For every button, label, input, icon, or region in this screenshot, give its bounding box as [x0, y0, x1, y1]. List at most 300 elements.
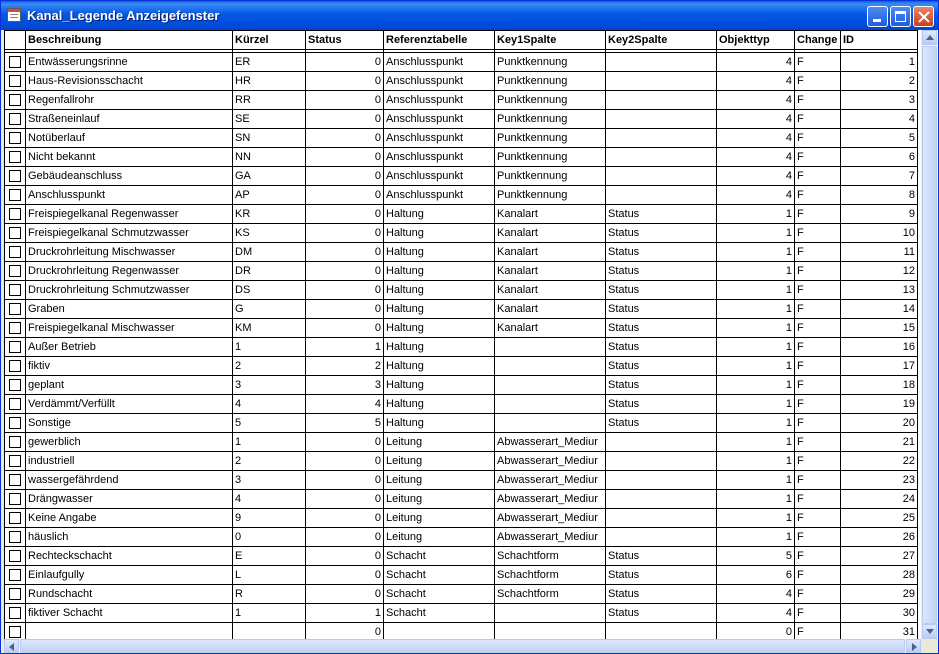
- table-cell[interactable]: 0: [306, 471, 384, 490]
- table-cell[interactable]: F: [795, 471, 841, 490]
- table-cell[interactable]: Haltung: [384, 224, 495, 243]
- table-cell[interactable]: Status: [606, 414, 717, 433]
- table-cell[interactable]: 31: [841, 623, 918, 640]
- table-cell[interactable]: [606, 490, 717, 509]
- table-cell[interactable]: 0: [306, 281, 384, 300]
- table-cell[interactable]: 1: [717, 433, 795, 452]
- table-cell[interactable]: SE: [233, 110, 306, 129]
- table-cell[interactable]: Status: [606, 395, 717, 414]
- table-cell[interactable]: 0: [306, 148, 384, 167]
- row-select-checkbox[interactable]: [9, 493, 21, 505]
- table-row[interactable]: [5, 433, 918, 452]
- row-select-checkbox[interactable]: [9, 170, 21, 182]
- table-cell[interactable]: 1: [717, 224, 795, 243]
- table-cell[interactable]: Kanalart: [495, 205, 606, 224]
- row-select-checkbox[interactable]: [9, 265, 21, 277]
- row-selector-cell[interactable]: [5, 129, 26, 148]
- table-cell[interactable]: Rundschacht: [26, 585, 233, 604]
- table-cell[interactable]: Freispiegelkanal Mischwasser: [26, 319, 233, 338]
- table-cell[interactable]: Leitung: [384, 490, 495, 509]
- row-select-checkbox[interactable]: [9, 455, 21, 467]
- table-cell[interactable]: F: [795, 623, 841, 640]
- table-cell[interactable]: 1: [233, 604, 306, 623]
- table-cell[interactable]: Graben: [26, 300, 233, 319]
- row-selector-cell[interactable]: [5, 509, 26, 528]
- table-cell[interactable]: [233, 623, 306, 640]
- table-cell[interactable]: [26, 623, 233, 640]
- table-cell[interactable]: 19: [841, 395, 918, 414]
- table-cell[interactable]: Keine Angabe: [26, 509, 233, 528]
- table-cell[interactable]: R: [233, 585, 306, 604]
- table-cell[interactable]: [606, 509, 717, 528]
- table-cell[interactable]: 3: [233, 471, 306, 490]
- table-cell[interactable]: Haltung: [384, 414, 495, 433]
- table-cell[interactable]: [606, 129, 717, 148]
- table-cell[interactable]: 9: [233, 509, 306, 528]
- table-row[interactable]: [5, 224, 918, 243]
- table-cell[interactable]: Kanalart: [495, 281, 606, 300]
- table-cell[interactable]: 1: [717, 395, 795, 414]
- row-select-checkbox[interactable]: [9, 322, 21, 334]
- table-cell[interactable]: [606, 433, 717, 452]
- table-cell[interactable]: 0: [306, 243, 384, 262]
- table-cell[interactable]: Kanalart: [495, 262, 606, 281]
- table-cell[interactable]: ER: [233, 53, 306, 72]
- table-cell[interactable]: 22: [841, 452, 918, 471]
- table-cell[interactable]: 0: [306, 224, 384, 243]
- table-cell[interactable]: 0: [306, 490, 384, 509]
- row-select-checkbox[interactable]: [9, 246, 21, 258]
- table-cell[interactable]: 1: [717, 243, 795, 262]
- table-cell[interactable]: 5: [841, 129, 918, 148]
- table-cell[interactable]: 5: [233, 414, 306, 433]
- row-selector-cell[interactable]: [5, 91, 26, 110]
- table-row[interactable]: [5, 262, 918, 281]
- table-cell[interactable]: Schachtform: [495, 585, 606, 604]
- row-select-checkbox[interactable]: [9, 474, 21, 486]
- table-cell[interactable]: 8: [841, 186, 918, 205]
- table-cell[interactable]: Verdämmt/Verfüllt: [26, 395, 233, 414]
- table-cell[interactable]: F: [795, 452, 841, 471]
- table-cell[interactable]: Außer Betrieb: [26, 338, 233, 357]
- table-cell[interactable]: häuslich: [26, 528, 233, 547]
- table-cell[interactable]: Leitung: [384, 471, 495, 490]
- table-cell[interactable]: fiktiv: [26, 357, 233, 376]
- table-cell[interactable]: [606, 53, 717, 72]
- table-cell[interactable]: F: [795, 281, 841, 300]
- table-cell[interactable]: 0: [306, 186, 384, 205]
- row-select-checkbox[interactable]: [9, 132, 21, 144]
- table-cell[interactable]: [495, 623, 606, 640]
- horizontal-scroll-thumb[interactable]: [20, 639, 905, 653]
- table-row[interactable]: [5, 300, 918, 319]
- table-cell[interactable]: 3: [306, 376, 384, 395]
- title-bar[interactable]: [1, 1, 938, 30]
- table-cell[interactable]: Druckrohrleitung Mischwasser: [26, 243, 233, 262]
- table-cell[interactable]: 0: [717, 623, 795, 640]
- table-cell[interactable]: [606, 186, 717, 205]
- row-select-checkbox[interactable]: [9, 113, 21, 125]
- table-cell[interactable]: [606, 167, 717, 186]
- table-cell[interactable]: DM: [233, 243, 306, 262]
- table-cell[interactable]: 17: [841, 357, 918, 376]
- table-cell[interactable]: DR: [233, 262, 306, 281]
- table-cell[interactable]: Schacht: [384, 547, 495, 566]
- table-cell[interactable]: F: [795, 490, 841, 509]
- table-row[interactable]: [5, 604, 918, 623]
- table-cell[interactable]: industriell: [26, 452, 233, 471]
- row-selector-cell[interactable]: [5, 148, 26, 167]
- table-cell[interactable]: 0: [306, 585, 384, 604]
- row-select-checkbox[interactable]: [9, 626, 21, 638]
- column-header[interactable]: Beschreibung: [26, 31, 233, 50]
- table-cell[interactable]: 0: [306, 433, 384, 452]
- table-cell[interactable]: Freispiegelkanal Regenwasser: [26, 205, 233, 224]
- table-cell[interactable]: Haltung: [384, 395, 495, 414]
- table-cell[interactable]: 28: [841, 566, 918, 585]
- row-select-checkbox[interactable]: [9, 56, 21, 68]
- table-cell[interactable]: DS: [233, 281, 306, 300]
- table-cell[interactable]: Abwasserart_Mediur: [495, 490, 606, 509]
- table-cell[interactable]: 27: [841, 547, 918, 566]
- column-header[interactable]: Key2Spalte: [606, 31, 717, 50]
- table-cell[interactable]: 14: [841, 300, 918, 319]
- row-selector-cell[interactable]: [5, 433, 26, 452]
- table-cell[interactable]: F: [795, 262, 841, 281]
- table-cell[interactable]: F: [795, 91, 841, 110]
- table-cell[interactable]: Haltung: [384, 243, 495, 262]
- table-cell[interactable]: Schacht: [384, 604, 495, 623]
- table-cell[interactable]: Haltung: [384, 300, 495, 319]
- table-cell[interactable]: Punktkennung: [495, 129, 606, 148]
- table-cell[interactable]: F: [795, 357, 841, 376]
- table-cell[interactable]: 1: [717, 262, 795, 281]
- table-cell[interactable]: F: [795, 414, 841, 433]
- table-cell[interactable]: Drängwasser: [26, 490, 233, 509]
- table-cell[interactable]: 9: [841, 205, 918, 224]
- table-row[interactable]: [5, 414, 918, 433]
- table-cell[interactable]: 4: [233, 490, 306, 509]
- table-cell[interactable]: Abwasserart_Mediur: [495, 452, 606, 471]
- column-header[interactable]: Key1Spalte: [495, 31, 606, 50]
- table-cell[interactable]: 1: [717, 281, 795, 300]
- table-cell[interactable]: 4: [717, 167, 795, 186]
- table-cell[interactable]: NN: [233, 148, 306, 167]
- table-cell[interactable]: F: [795, 148, 841, 167]
- row-selector-cell[interactable]: [5, 471, 26, 490]
- table-cell[interactable]: Status: [606, 338, 717, 357]
- table-cell[interactable]: Status: [606, 547, 717, 566]
- table-cell[interactable]: 13: [841, 281, 918, 300]
- table-cell[interactable]: 21: [841, 433, 918, 452]
- table-cell[interactable]: 0: [306, 623, 384, 640]
- table-row[interactable]: [5, 186, 918, 205]
- vertical-scroll-thumb[interactable]: [922, 46, 937, 624]
- row-select-checkbox[interactable]: [9, 341, 21, 353]
- table-cell[interactable]: 4: [306, 395, 384, 414]
- table-cell[interactable]: 4: [233, 395, 306, 414]
- table-cell[interactable]: Punktkennung: [495, 148, 606, 167]
- table-row[interactable]: [5, 566, 918, 585]
- table-cell[interactable]: Haltung: [384, 357, 495, 376]
- row-selector-cell[interactable]: [5, 528, 26, 547]
- table-cell[interactable]: Kanalart: [495, 319, 606, 338]
- table-cell[interactable]: [606, 148, 717, 167]
- table-row[interactable]: [5, 452, 918, 471]
- table-cell[interactable]: KR: [233, 205, 306, 224]
- table-cell[interactable]: Status: [606, 243, 717, 262]
- table-cell[interactable]: Notüberlauf: [26, 129, 233, 148]
- table-cell[interactable]: Status: [606, 585, 717, 604]
- row-selector-cell[interactable]: [5, 167, 26, 186]
- table-row[interactable]: [5, 395, 918, 414]
- table-cell[interactable]: 16: [841, 338, 918, 357]
- table-row[interactable]: [5, 319, 918, 338]
- row-select-checkbox[interactable]: [9, 436, 21, 448]
- row-select-checkbox[interactable]: [9, 588, 21, 600]
- table-cell[interactable]: Status: [606, 262, 717, 281]
- table-cell[interactable]: [606, 528, 717, 547]
- table-cell[interactable]: 3: [233, 376, 306, 395]
- table-cell[interactable]: 0: [306, 528, 384, 547]
- table-cell[interactable]: 0: [306, 547, 384, 566]
- table-row[interactable]: [5, 205, 918, 224]
- table-cell[interactable]: F: [795, 72, 841, 91]
- column-header[interactable]: Objekttyp: [717, 31, 795, 50]
- row-selector-cell[interactable]: [5, 585, 26, 604]
- table-cell[interactable]: 4: [717, 129, 795, 148]
- row-selector-cell[interactable]: [5, 338, 26, 357]
- table-cell[interactable]: 30: [841, 604, 918, 623]
- table-row[interactable]: [5, 528, 918, 547]
- table-cell[interactable]: 0: [306, 300, 384, 319]
- table-cell[interactable]: 2: [306, 357, 384, 376]
- row-selector-cell[interactable]: [5, 300, 26, 319]
- table-cell[interactable]: Regenfallrohr: [26, 91, 233, 110]
- table-cell[interactable]: Freispiegelkanal Schmutzwasser: [26, 224, 233, 243]
- row-select-checkbox[interactable]: [9, 531, 21, 543]
- table-cell[interactable]: F: [795, 243, 841, 262]
- table-row[interactable]: [5, 148, 918, 167]
- table-cell[interactable]: E: [233, 547, 306, 566]
- table-cell[interactable]: Druckrohrleitung Regenwasser: [26, 262, 233, 281]
- header-selector-cell[interactable]: [5, 31, 26, 50]
- table-cell[interactable]: Anschlusspunkt: [384, 72, 495, 91]
- table-cell[interactable]: 1: [717, 338, 795, 357]
- table-cell[interactable]: Punktkennung: [495, 186, 606, 205]
- table-cell[interactable]: [606, 471, 717, 490]
- table-cell[interactable]: 0: [306, 91, 384, 110]
- table-cell[interactable]: Haltung: [384, 281, 495, 300]
- table-cell[interactable]: 7: [841, 167, 918, 186]
- row-selector-cell[interactable]: [5, 319, 26, 338]
- table-row[interactable]: [5, 129, 918, 148]
- table-cell[interactable]: 1: [717, 452, 795, 471]
- table-cell[interactable]: 4: [717, 72, 795, 91]
- table-cell[interactable]: Haltung: [384, 205, 495, 224]
- table-cell[interactable]: 24: [841, 490, 918, 509]
- table-cell[interactable]: F: [795, 433, 841, 452]
- row-select-checkbox[interactable]: [9, 569, 21, 581]
- row-selector-cell[interactable]: [5, 205, 26, 224]
- row-select-checkbox[interactable]: [9, 227, 21, 239]
- table-cell[interactable]: Kanalart: [495, 224, 606, 243]
- table-cell[interactable]: 1: [306, 338, 384, 357]
- column-header[interactable]: Status: [306, 31, 384, 50]
- table-cell[interactable]: F: [795, 566, 841, 585]
- table-cell[interactable]: 4: [717, 53, 795, 72]
- table-cell[interactable]: 0: [306, 53, 384, 72]
- row-select-checkbox[interactable]: [9, 208, 21, 220]
- table-cell[interactable]: F: [795, 167, 841, 186]
- row-selector-cell[interactable]: [5, 395, 26, 414]
- row-selector-cell[interactable]: [5, 281, 26, 300]
- table-cell[interactable]: Schachtform: [495, 566, 606, 585]
- table-cell[interactable]: Abwasserart_Mediur: [495, 509, 606, 528]
- table-cell[interactable]: 1: [717, 414, 795, 433]
- table-cell[interactable]: Anschlusspunkt: [384, 186, 495, 205]
- table-row[interactable]: [5, 376, 918, 395]
- table-cell[interactable]: Haltung: [384, 262, 495, 281]
- table-cell[interactable]: 1: [233, 433, 306, 452]
- table-cell[interactable]: Druckrohrleitung Schmutzwasser: [26, 281, 233, 300]
- column-header[interactable]: Kürzel: [233, 31, 306, 50]
- table-row[interactable]: [5, 167, 918, 186]
- row-select-checkbox[interactable]: [9, 151, 21, 163]
- table-cell[interactable]: F: [795, 300, 841, 319]
- table-cell[interactable]: 1: [306, 604, 384, 623]
- table-cell[interactable]: Status: [606, 376, 717, 395]
- table-cell[interactable]: [495, 357, 606, 376]
- table-row[interactable]: [5, 547, 918, 566]
- table-row[interactable]: [5, 338, 918, 357]
- close-button[interactable]: [913, 6, 934, 27]
- table-cell[interactable]: 0: [306, 566, 384, 585]
- row-selector-cell[interactable]: [5, 490, 26, 509]
- table-cell[interactable]: fiktiver Schacht: [26, 604, 233, 623]
- table-cell[interactable]: Abwasserart_Mediur: [495, 528, 606, 547]
- table-cell[interactable]: F: [795, 129, 841, 148]
- table-cell[interactable]: SN: [233, 129, 306, 148]
- table-cell[interactable]: Leitung: [384, 509, 495, 528]
- table-cell[interactable]: GA: [233, 167, 306, 186]
- row-selector-cell[interactable]: [5, 376, 26, 395]
- table-cell[interactable]: Status: [606, 319, 717, 338]
- row-select-checkbox[interactable]: [9, 379, 21, 391]
- table-cell[interactable]: KM: [233, 319, 306, 338]
- row-selector-cell[interactable]: [5, 53, 26, 72]
- table-cell[interactable]: Anschlusspunkt: [384, 110, 495, 129]
- table-cell[interactable]: F: [795, 604, 841, 623]
- horizontal-scrollbar[interactable]: [4, 639, 921, 653]
- table-cell[interactable]: 1: [717, 319, 795, 338]
- table-cell[interactable]: Leitung: [384, 452, 495, 471]
- table-cell[interactable]: 1: [717, 509, 795, 528]
- table-cell[interactable]: Punktkennung: [495, 110, 606, 129]
- table-cell[interactable]: 0: [306, 110, 384, 129]
- table-cell[interactable]: 2: [841, 72, 918, 91]
- table-cell[interactable]: [495, 338, 606, 357]
- table-cell[interactable]: 0: [306, 262, 384, 281]
- row-select-checkbox[interactable]: [9, 417, 21, 429]
- table-cell[interactable]: Straßeneinlauf: [26, 110, 233, 129]
- row-select-checkbox[interactable]: [9, 284, 21, 296]
- table-cell[interactable]: 1: [841, 53, 918, 72]
- table-cell[interactable]: [606, 110, 717, 129]
- table-cell[interactable]: Kanalart: [495, 243, 606, 262]
- table-cell[interactable]: 4: [841, 110, 918, 129]
- table-cell[interactable]: 25: [841, 509, 918, 528]
- table-cell[interactable]: 0: [306, 319, 384, 338]
- table-cell[interactable]: Rechteckschacht: [26, 547, 233, 566]
- table-cell[interactable]: Anschlusspunkt: [384, 129, 495, 148]
- table-cell[interactable]: [606, 623, 717, 640]
- table-cell[interactable]: Schacht: [384, 566, 495, 585]
- table-cell[interactable]: Sonstige: [26, 414, 233, 433]
- row-selector-cell[interactable]: [5, 262, 26, 281]
- row-selector-cell[interactable]: [5, 357, 26, 376]
- table-cell[interactable]: F: [795, 110, 841, 129]
- table-cell[interactable]: F: [795, 53, 841, 72]
- table-row[interactable]: [5, 623, 918, 640]
- table-cell[interactable]: 6: [841, 148, 918, 167]
- table-cell[interactable]: 1: [717, 357, 795, 376]
- column-header[interactable]: ID: [841, 31, 918, 50]
- table-row[interactable]: [5, 91, 918, 110]
- table-cell[interactable]: 4: [717, 585, 795, 604]
- table-cell[interactable]: L: [233, 566, 306, 585]
- table-cell[interactable]: 2: [233, 357, 306, 376]
- table-cell[interactable]: Haus-Revisionsschacht: [26, 72, 233, 91]
- table-cell[interactable]: F: [795, 205, 841, 224]
- scroll-right-button[interactable]: [906, 639, 921, 654]
- table-cell[interactable]: Schachtform: [495, 547, 606, 566]
- table-cell[interactable]: [495, 376, 606, 395]
- table-cell[interactable]: Anschlusspunkt: [384, 148, 495, 167]
- table-cell[interactable]: 4: [717, 91, 795, 110]
- table-cell[interactable]: Status: [606, 281, 717, 300]
- table-cell[interactable]: 1: [717, 300, 795, 319]
- table-cell[interactable]: 0: [306, 452, 384, 471]
- table-cell[interactable]: Anschlusspunkt: [384, 167, 495, 186]
- row-select-checkbox[interactable]: [9, 303, 21, 315]
- table-cell[interactable]: Leitung: [384, 433, 495, 452]
- table-cell[interactable]: Punktkennung: [495, 53, 606, 72]
- table-cell[interactable]: Punktkennung: [495, 167, 606, 186]
- row-select-checkbox[interactable]: [9, 75, 21, 87]
- row-selector-cell[interactable]: [5, 243, 26, 262]
- table-cell[interactable]: Haltung: [384, 376, 495, 395]
- table-cell[interactable]: Gebäudeanschluss: [26, 167, 233, 186]
- table-row[interactable]: [5, 509, 918, 528]
- table-row[interactable]: [5, 53, 918, 72]
- table-cell[interactable]: KS: [233, 224, 306, 243]
- table-cell[interactable]: [606, 452, 717, 471]
- row-selector-cell[interactable]: [5, 186, 26, 205]
- row-selector-cell[interactable]: [5, 604, 26, 623]
- row-select-checkbox[interactable]: [9, 550, 21, 562]
- table-row[interactable]: [5, 471, 918, 490]
- table-cell[interactable]: 29: [841, 585, 918, 604]
- table-cell[interactable]: 0: [306, 509, 384, 528]
- table-cell[interactable]: AP: [233, 186, 306, 205]
- table-cell[interactable]: gewerblich: [26, 433, 233, 452]
- table-cell[interactable]: Kanalart: [495, 300, 606, 319]
- table-cell[interactable]: 1: [717, 528, 795, 547]
- table-cell[interactable]: Nicht bekannt: [26, 148, 233, 167]
- row-selector-cell[interactable]: [5, 623, 26, 640]
- table-cell[interactable]: F: [795, 547, 841, 566]
